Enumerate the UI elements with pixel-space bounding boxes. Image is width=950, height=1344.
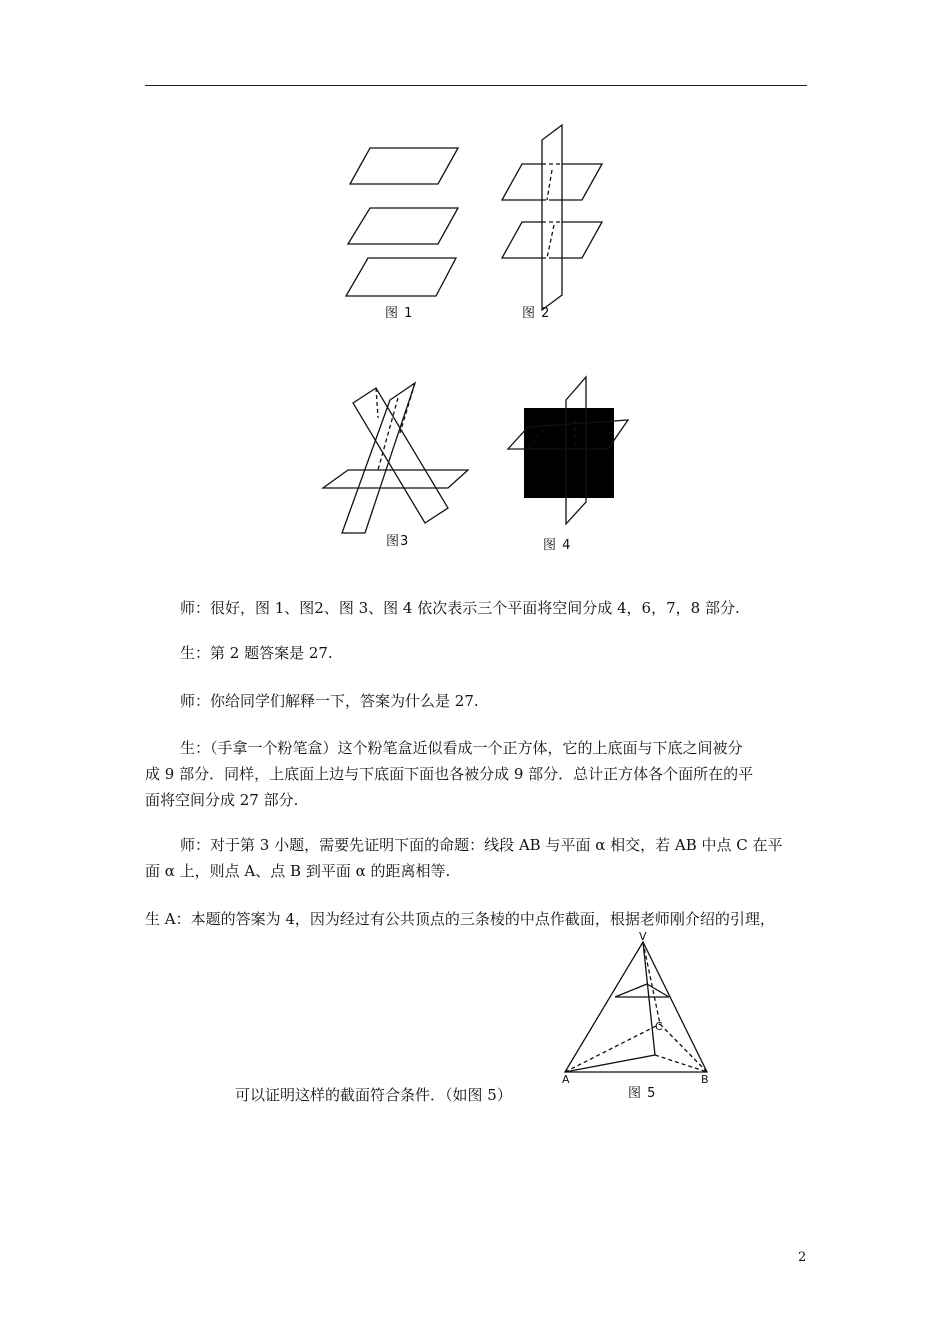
header-rule	[145, 85, 807, 86]
figure-3-caption: 图3	[386, 534, 410, 549]
vertex-label-v: V	[639, 930, 647, 943]
figure-4-caption: 图 4	[543, 538, 572, 553]
vertex-label-a: A	[562, 1073, 570, 1086]
paragraph-teacher-2: 师：你给同学们解释一下，答案为什么是 27.	[180, 692, 479, 710]
figure-5-caption: 图 5	[628, 1086, 657, 1101]
paragraph-student-2-line-2: 成 9 部分．同样，上底面上边与下底面下面也各被分成 9 部分．总计正方体各个面所在的平	[145, 765, 754, 783]
upper-plane-visible-right	[552, 164, 602, 200]
plane-middle	[348, 208, 458, 244]
vertical-plane	[542, 125, 562, 310]
figure-3-planes	[318, 378, 473, 538]
paragraph-student-2-line-3: 面将空间分成 27 部分.	[145, 791, 299, 809]
section-edge-2	[615, 984, 647, 997]
lower-plane-visible-right	[552, 222, 602, 258]
paragraph-teacher-3-line-2: 面 α 上，则点 A、点 B 到平面 α 的距离相等.	[145, 862, 451, 880]
upper-plane-visible	[502, 164, 542, 200]
paragraph-student-2-line-1: 生：（手拿一个粉笔盒）这个粉笔盒近似看成一个正方体，它的上底面与下底之间被分	[180, 739, 743, 757]
paragraph-teacher-1: 师：很好，图 1、图2、图 3、图 4 依次表示三个平面将空间分成 4，6，7，8 部分.	[180, 599, 740, 617]
page-number: 2	[798, 1250, 807, 1265]
plane-bottom	[346, 258, 456, 296]
figure-2-planes	[492, 120, 612, 320]
figure-1-caption: 图 1	[385, 306, 414, 321]
paragraph-student-a-line-2: 可以证明这样的截面符合条件．（如图 5）	[235, 1086, 512, 1104]
figure-1-parallel-planes	[340, 140, 470, 300]
figure-2-caption: 图 2	[522, 306, 551, 321]
section-edge-3	[647, 984, 669, 997]
figure-5-tetrahedron	[555, 932, 720, 1082]
paragraph-teacher-3-line-1: 师：对于第 3 小题，需要先证明下面的命题：线段 AB 与平面 α 相交，若 AB 中点 C 在平	[180, 836, 783, 854]
vertex-label-c: C	[655, 1020, 663, 1033]
slanted-plane-a	[353, 388, 448, 523]
outer-triangle	[565, 942, 707, 1072]
figure-4-planes	[508, 372, 633, 532]
vertex-label-b: B	[701, 1073, 709, 1086]
paragraph-student-a-line-1: 生 A：本题的答案为 4，因为经过有公共顶点的三条棱的中点作截面，根据老师刚介绍的引理，	[145, 910, 775, 928]
plane-top	[350, 148, 458, 184]
lower-plane-visible	[502, 222, 542, 258]
paragraph-student-1: 生：第 2 题答案是 27.	[180, 644, 333, 662]
slanted-plane-b	[342, 383, 415, 533]
